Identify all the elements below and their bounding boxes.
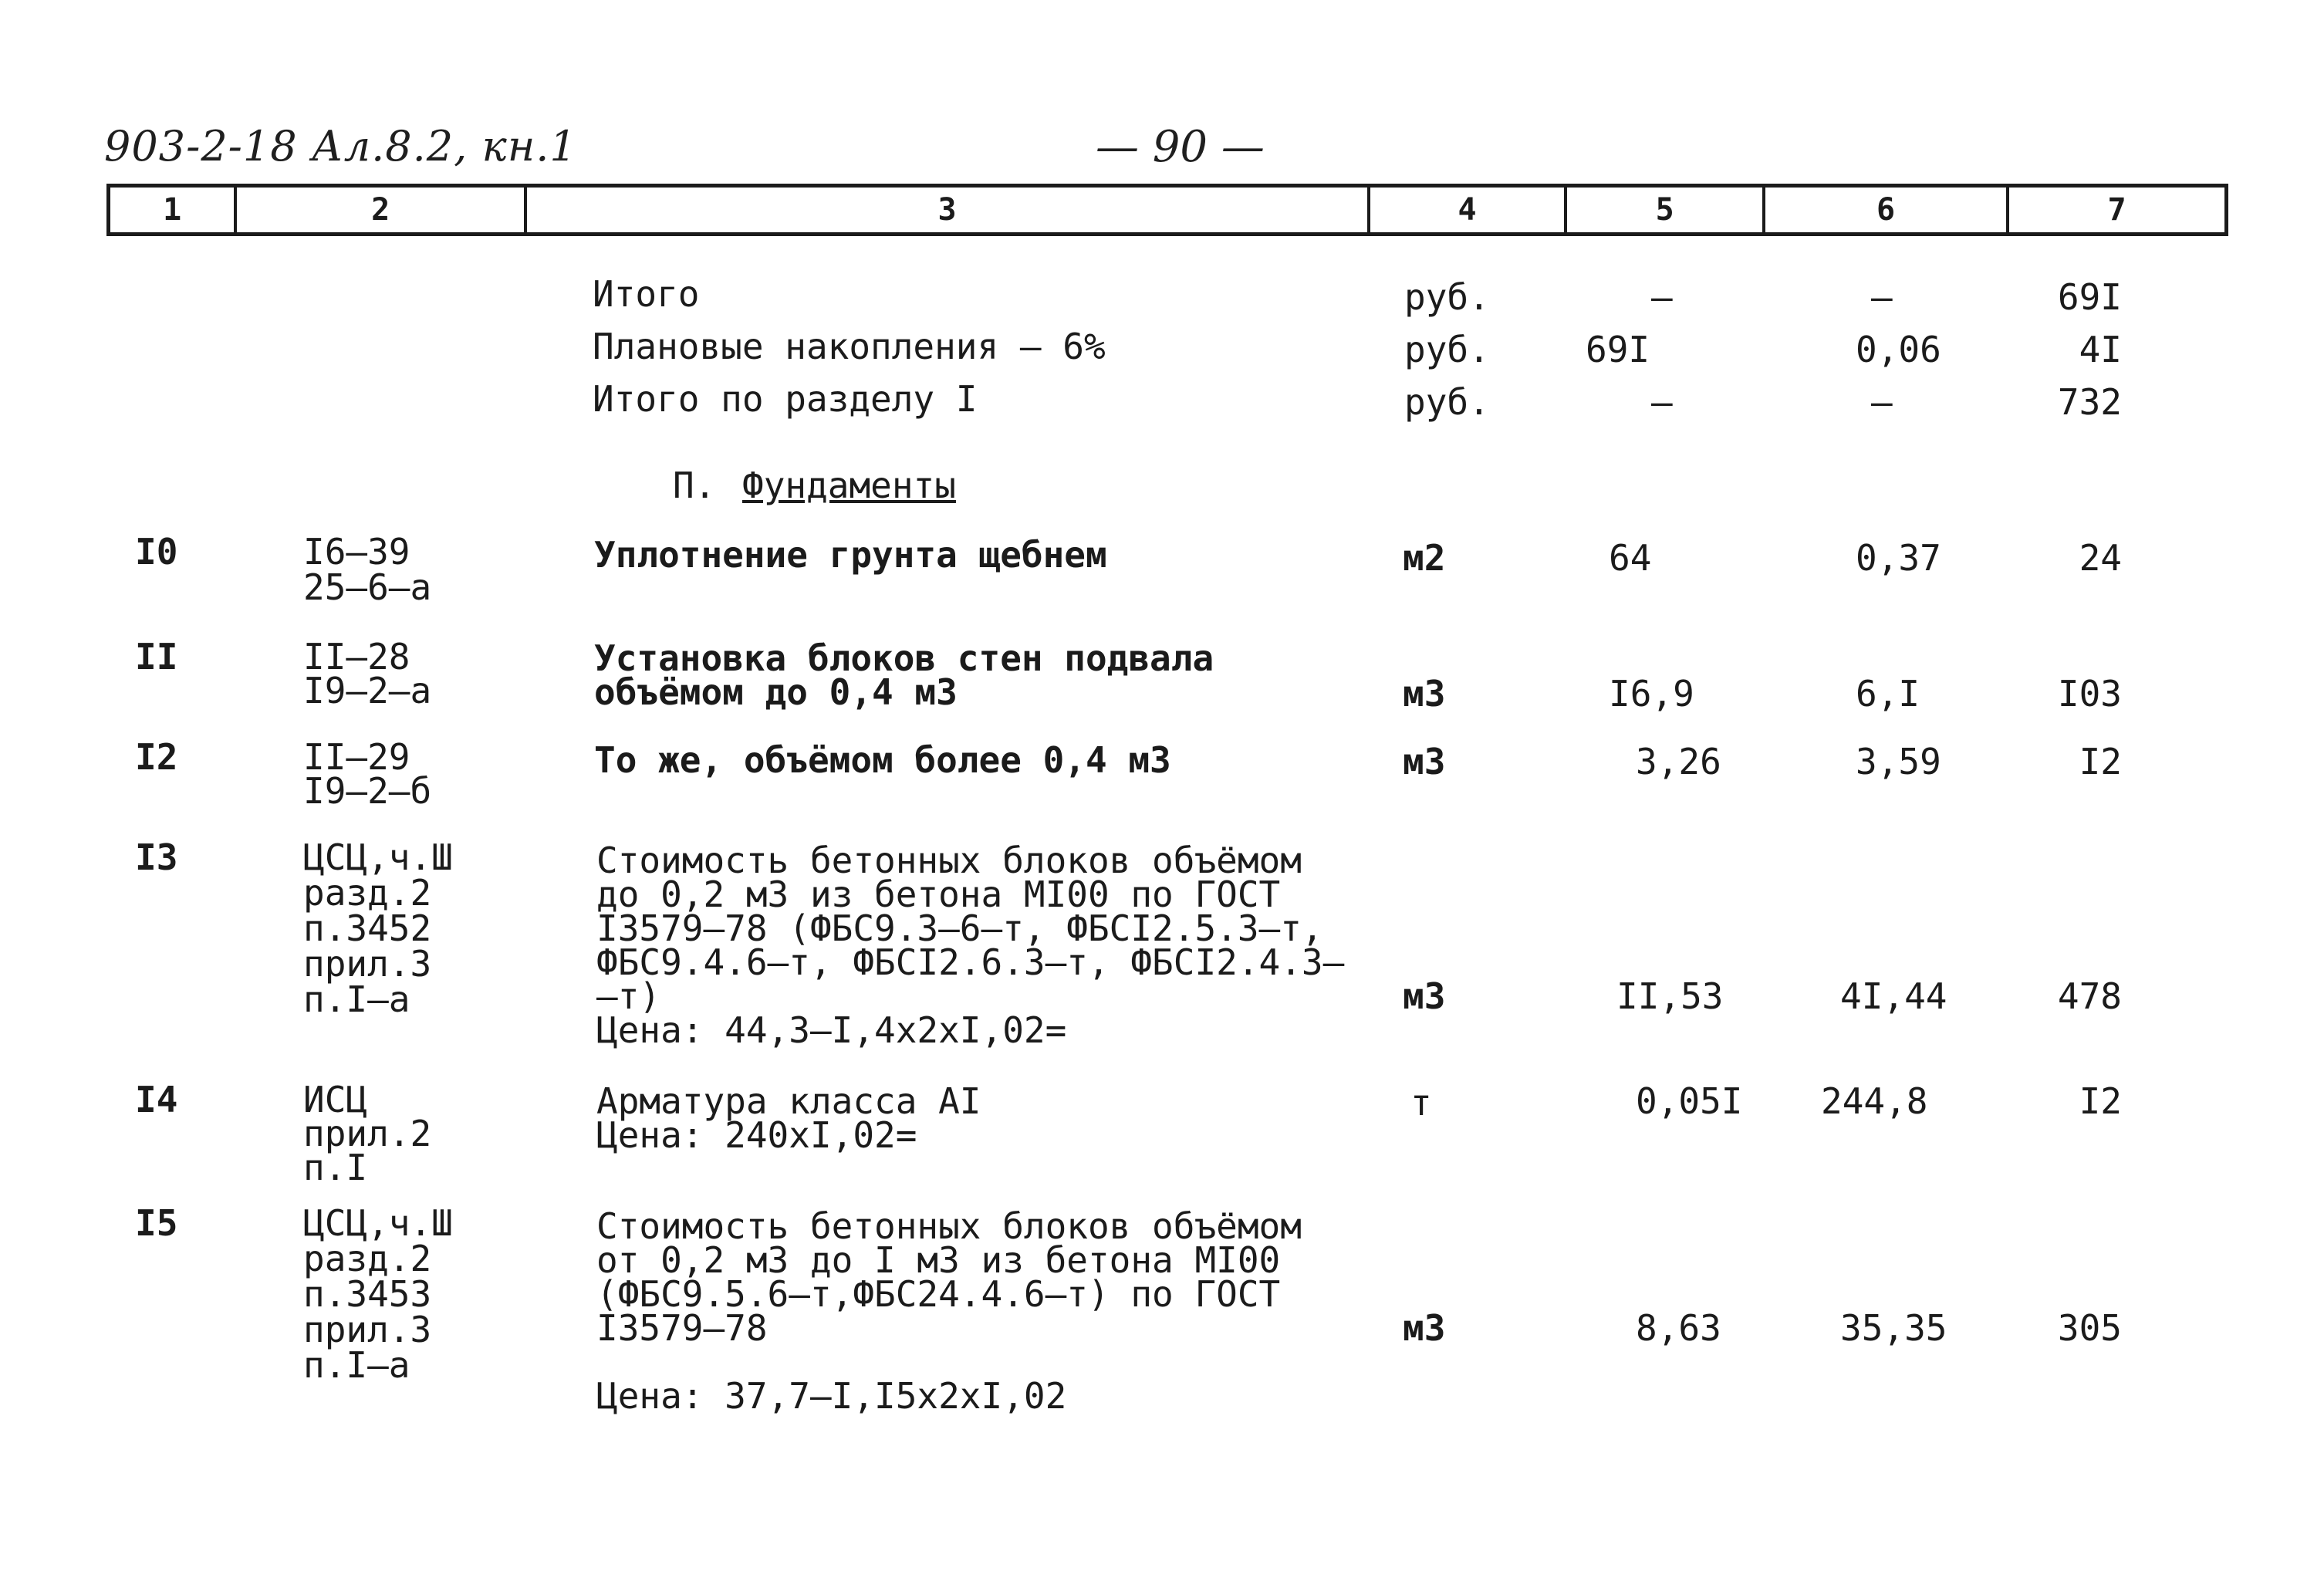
row-price: 3,59 <box>1856 741 1941 782</box>
row-qty: 8,63 <box>1636 1307 1721 1349</box>
row-number: II <box>135 636 178 678</box>
row-qty: 0,05I <box>1636 1080 1743 1122</box>
row-code: I9–2–а <box>303 670 432 711</box>
row-description: Уплотнение грунта щебнем <box>594 534 1107 576</box>
row-unit: т <box>1410 1082 1432 1124</box>
row-description: I3579–78 <box>596 1307 768 1349</box>
summary-label: Плановые накопления – 6% <box>593 326 1106 367</box>
row-unit: м2 <box>1403 537 1446 579</box>
row-unit: м3 <box>1403 673 1446 715</box>
section-number: П. <box>673 465 716 506</box>
row-total: 24 <box>2079 537 2122 579</box>
summary-label: Итого <box>593 273 700 315</box>
row-description: То же, объёмом более 0,4 м3 <box>594 739 1171 781</box>
row-total: I03 <box>2057 673 2122 715</box>
row-number: I3 <box>135 836 178 878</box>
summary-total: 732 <box>2057 381 2122 423</box>
row-code: п.I–а <box>303 1344 410 1386</box>
row-unit: м3 <box>1403 1307 1446 1349</box>
row-description: от 0,2 м3 до I м3 из бетона МI00 <box>596 1239 1281 1281</box>
column-header: 1 <box>110 188 237 232</box>
row-price: 35,35 <box>1840 1307 1947 1349</box>
row-description: Стоимость бетонных блоков объёмом <box>596 840 1302 881</box>
row-code: 25–6–а <box>303 566 432 608</box>
row-unit: м3 <box>1403 975 1446 1017</box>
summary-unit: руб. <box>1404 329 1490 370</box>
row-description: ФБС9.4.6–т, ФБСI2.6.3–т, ФБСI2.4.3– <box>596 941 1345 983</box>
column-header: 4 <box>1370 188 1567 232</box>
row-code: прил.3 <box>303 1309 432 1350</box>
row-description: –т) <box>596 975 661 1017</box>
row-code: п.I <box>303 1147 368 1188</box>
row-price: 0,37 <box>1856 537 1941 579</box>
summary-unit: руб. <box>1404 381 1490 423</box>
row-code: прил.2 <box>303 1113 432 1154</box>
row-total: I2 <box>2079 741 2122 782</box>
row-total: 478 <box>2057 975 2122 1017</box>
summary-unit: руб. <box>1404 276 1490 318</box>
row-code: п.3453 <box>303 1273 432 1315</box>
row-unit: м3 <box>1403 741 1446 782</box>
row-qty: 3,26 <box>1636 741 1721 782</box>
row-code: ЦСЦ,ч.Ш <box>303 836 453 878</box>
row-code: разд.2 <box>303 872 432 914</box>
row-description: объёмом до 0,4 м3 <box>594 671 958 713</box>
row-number: I4 <box>135 1079 178 1120</box>
summary-qty: – <box>1651 276 1673 318</box>
section-title: Фундаменты <box>742 465 956 506</box>
row-price: 6,I <box>1856 673 1920 715</box>
summary-total: 4I <box>2079 329 2122 370</box>
column-header: 3 <box>527 188 1370 232</box>
row-description: до 0,2 м3 из бетона МI00 по ГОСТ <box>596 874 1281 915</box>
row-code: п.3452 <box>303 907 432 949</box>
summary-price: – <box>1871 276 1893 318</box>
row-price: 4I,44 <box>1840 975 1947 1017</box>
row-description: Стоимость бетонных блоков объёмом <box>596 1205 1302 1247</box>
row-description: Цена: 44,3–I,4х2хI,02= <box>596 1009 1067 1051</box>
row-code: разд.2 <box>303 1238 432 1279</box>
row-total: I2 <box>2079 1080 2122 1122</box>
row-description: Установка блоков стен подвала <box>594 637 1214 679</box>
column-header: 7 <box>2107 192 2126 228</box>
row-code: ИСЦ <box>303 1079 368 1120</box>
column-header: 2 <box>237 188 527 232</box>
row-description: Арматура класса АI <box>596 1080 981 1122</box>
summary-price: 0,06 <box>1856 329 1941 370</box>
row-code: п.I–а <box>303 978 410 1020</box>
row-number: I2 <box>135 736 178 778</box>
row-number: I0 <box>135 531 178 573</box>
summary-price: – <box>1871 381 1893 423</box>
summary-total: 69I <box>2057 276 2122 318</box>
summary-qty: 69I <box>1586 329 1650 370</box>
row-description: Цена: 37,7–I,I5х2хI,02 <box>596 1375 1067 1417</box>
page-number: — 90 — <box>1096 122 1265 172</box>
row-code: I6–39 <box>303 531 410 573</box>
column-header: 6 <box>1765 188 2009 232</box>
row-number: I5 <box>135 1202 178 1244</box>
row-description: Цена: 240хI,02= <box>596 1114 917 1156</box>
row-total: 305 <box>2057 1307 2122 1349</box>
row-code: II–28 <box>303 636 410 678</box>
row-code: ЦСЦ,ч.Ш <box>303 1202 453 1244</box>
row-qty: 64 <box>1609 537 1652 579</box>
summary-qty: – <box>1651 381 1673 423</box>
row-code: I9–2–б <box>303 770 432 812</box>
column-header: 5 <box>1567 188 1765 232</box>
row-qty: I6,9 <box>1609 673 1694 715</box>
column-header-row <box>106 184 2228 236</box>
row-qty: II,53 <box>1616 975 1724 1017</box>
summary-label: Итого по разделу I <box>593 378 978 420</box>
row-price: 244,8 <box>1821 1080 1928 1122</box>
document-code: 903-2-18 Ал.8.2, кн.1 <box>104 122 577 171</box>
row-code: II–29 <box>303 736 410 778</box>
row-description: I3579–78 (ФБС9.3–6–т, ФБСI2.5.3–т, <box>596 907 1323 949</box>
row-description: (ФБС9.5.6–т,ФБС24.4.6–т) по ГОСТ <box>596 1273 1281 1315</box>
row-code: прил.3 <box>303 943 432 985</box>
